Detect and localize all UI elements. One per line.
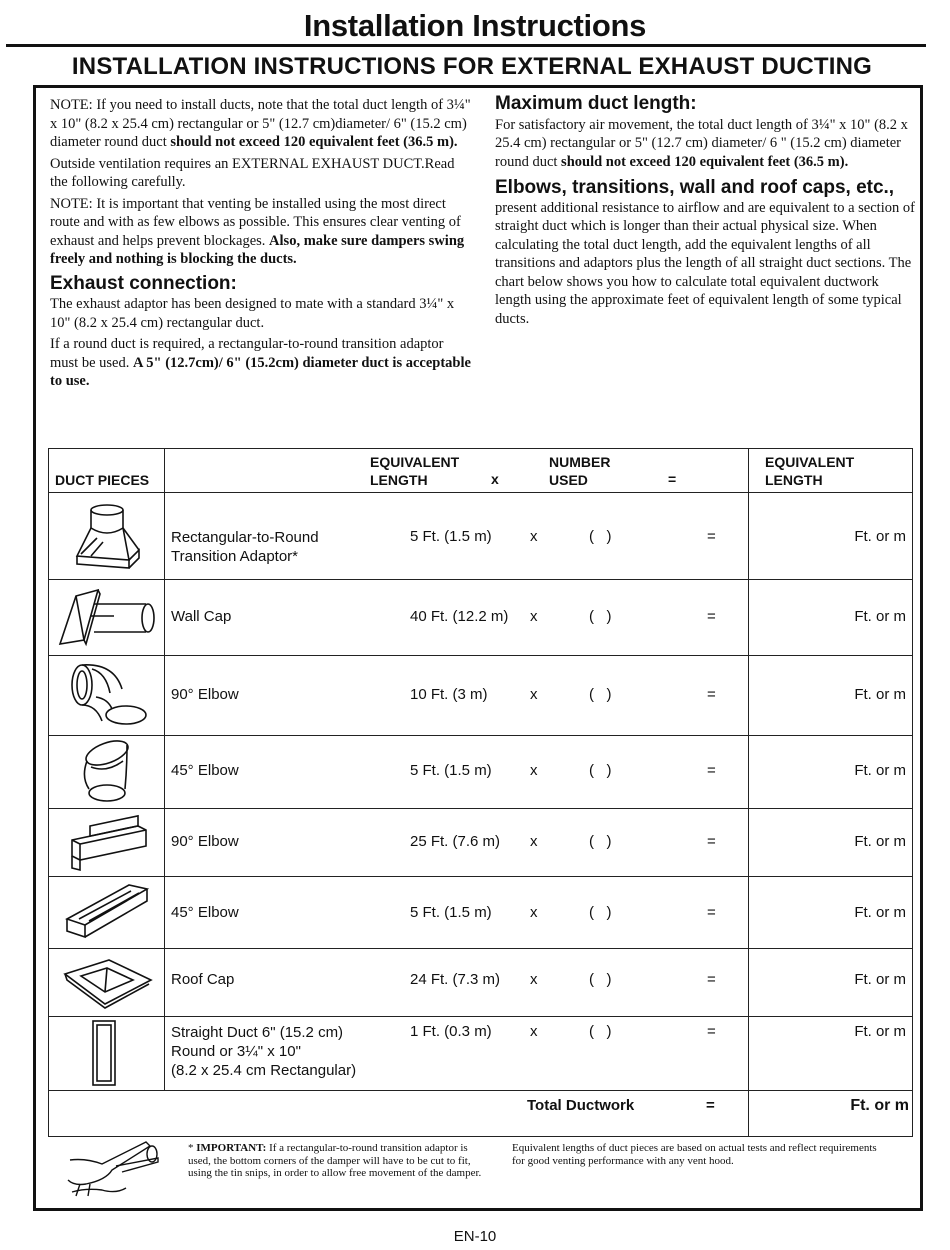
equivalent-lengths-note: Equivalent lengths of duct pieces are based on actual tests and reflect requirements for good venting performance with any vent hood. [512,1142,877,1167]
row-description: Straight Duct 6" (15.2 cm) Round or 3¼" x 10" (8.2 x 25.4 cm Rectangular) [171,1023,357,1079]
header-equivalent-length: EQUIVALENT LENGTH [370,454,460,488]
row-number-used: ( ) [589,608,612,626]
tin-snips-icon [66,1140,166,1205]
row-number-used: ( ) [589,1022,612,1040]
table-row [49,493,913,580]
roof-cap-icon [49,948,165,1016]
outside-ventilation-paragraph: Outside ventilation requires an EXTERNAL EXHAUST DUCT.Read the following carefully. [50,155,455,190]
straight-duct-icon [49,1016,165,1090]
page-number: EN-10 [453,1228,497,1245]
row-equals: = [707,762,716,780]
table-row [49,736,913,808]
header-equivalent-length-result: EQUIVALENT LENGTH [765,454,855,488]
row-description: 90° Elbow [171,686,239,704]
row-times: x [530,970,538,988]
row-number-used: ( ) [589,528,612,546]
row-equals: = [707,686,716,704]
round-duct-paragraph: If a round duct is required, a rectangular-to-round transition adaptor must be used. A 5" (12.7cm)/ 6" (15.2cm) diameter duct is acceptable to use. [50,336,471,389]
table-row [49,580,913,656]
total-ductwork-label: Total Ductwork [527,1096,635,1114]
row-unit: Ft. or m [854,686,906,704]
row-number-used: ( ) [589,970,612,988]
important-note: * IMPORTANT: If a rectangular-to-round transition adaptor is used, the bottom corners of the damper will have to be cut to fit, using the tin snips, in order to allow free movement of the damper. [188,1142,482,1179]
total-row [49,1090,913,1136]
row-times: x [530,608,538,626]
row-description: 90° Elbow [171,832,239,850]
row-equals: = [707,528,716,546]
row-equivalent-length: 10 Ft. (3 m) [410,686,488,704]
table-row [49,948,913,1016]
section-heading: INSTALLATION INSTRUCTIONS FOR EXTERNAL EXHAUST DUCTING [71,53,873,80]
row-description: Roof Cap [171,970,235,988]
row-unit: Ft. or m [854,903,906,921]
row-times: x [530,762,538,780]
max-duct-length-heading: Maximum duct length: [495,93,697,114]
row-times: x [530,832,538,850]
row-equivalent-length: 5 Ft. (1.5 m) [410,528,492,546]
header-equals: = [668,471,677,487]
row-number-used: ( ) [589,832,612,850]
table-row [49,808,913,876]
row-times: x [530,1022,538,1040]
row-equals: = [707,832,716,850]
row-description: 45° Elbow [171,762,239,780]
row-equals: = [707,608,716,626]
transition-adaptor-icon [49,493,165,580]
row-unit: Ft. or m [854,528,906,546]
table-row [49,656,913,736]
round-45-elbow-icon [49,736,165,808]
row-equivalent-length: 5 Ft. (1.5 m) [410,903,492,921]
note-paragraph-2: NOTE: It is important that venting be installed using the most direct route and with as few elbows as possible. This ensures clear venting of exhaust and helps prevent blockages. Also, make sure dampers swing freely and nothing is blocking the ducts. [50,195,465,267]
table-row [49,876,913,948]
row-equivalent-length: 24 Ft. (7.3 m) [410,970,501,988]
row-equals: = [707,1022,716,1040]
row-equivalent-length: 25 Ft. (7.6 m) [410,832,501,850]
table-row [49,1016,913,1090]
row-unit: Ft. or m [854,762,906,780]
row-unit: Ft. or m [854,832,906,850]
page-title: Installation Instructions [303,8,647,43]
rect-45-elbow-icon [49,876,165,948]
row-equivalent-length: 1 Ft. (0.3 m) [410,1022,492,1040]
row-number-used: ( ) [589,903,612,921]
header-duct-pieces: DUCT PIECES [49,449,165,493]
table-header-row [49,449,913,493]
title-divider [6,44,926,47]
exhaust-connection-paragraph: The exhaust adaptor has been designed to mate with a standard 3¼" x 10" (8.2 x 25.4 cm) rectangular duct. [50,296,455,331]
note-paragraph-1: NOTE: If you need to install ducts, note that the total duct length of 3¼" x 10" (8.2 x 25.4 cm) rectangular or 5" (12.7 cm)diameter/ 6" (15.2 cm) diameter round duct should not exceed 120 equivalent feet (36.5 m). [50,97,471,150]
duct-length-table [48,448,913,1137]
max-duct-length-paragraph: For satisfactory air movement, the total duct length of 3¼" x 10" (8.2 x 25.4 cm) rectangular or 5" (12.7 cm) diameter/ 6 " (15.2 cm) diameter round duct should not exceed 120 equivalent feet (36.5 m). [495,116,908,170]
exhaust-connection-heading: Exhaust connection: [50,272,237,294]
row-number-used: ( ) [589,762,612,780]
row-equivalent-length: 40 Ft. (12.2 m) [410,608,509,626]
total-unit: Ft. or m [850,1096,909,1114]
row-description: 45° Elbow [171,903,239,921]
row-description: Wall Cap [171,608,232,626]
row-equals: = [707,903,716,921]
total-equals: = [706,1096,715,1114]
header-number-used: NUMBER USED [549,454,611,488]
left-column [50,96,475,394]
elbows-paragraph: Elbows, transitions, wall and roof caps, etc., present additional resistance to airflow and are equivalent to a section of straight duct which is longer than their actual physical size. When calculating the total duct length, add the equivalent lengths of all transitions and adaptors plus the length of all straight duct sections. The chart below shows you how to calculate total equivalent ductwork length using the approximate feet of equivalent length of some typical ducts. [495,177,915,327]
row-equivalent-length: 5 Ft. (1.5 m) [410,762,492,780]
wall-cap-icon [49,580,165,656]
row-times: x [530,903,538,921]
row-number-used: ( ) [589,686,612,704]
row-times: x [530,686,538,704]
row-unit: Ft. or m [854,1022,906,1040]
row-times: x [530,528,538,546]
header-times: x [491,471,499,487]
row-unit: Ft. or m [854,970,906,988]
row-unit: Ft. or m [854,608,906,626]
right-column [495,95,915,331]
round-90-elbow-icon [49,656,165,736]
row-description: Rectangular-to-Round Transition Adaptor* [171,529,319,566]
rect-90-elbow-icon [49,808,165,876]
row-equals: = [707,970,716,988]
